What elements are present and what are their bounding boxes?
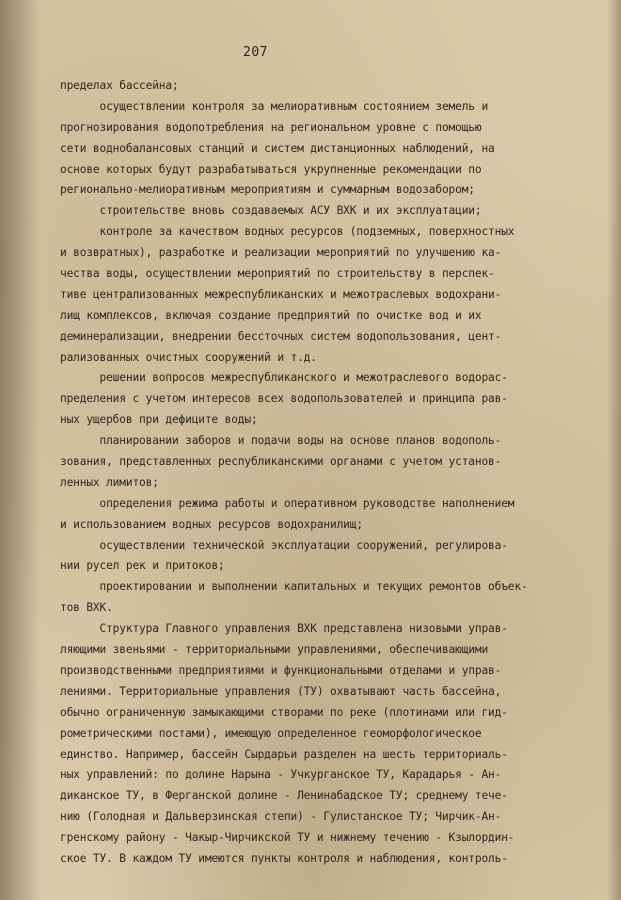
text-line: регионально-мелиоративным мероприятиям и суммарным водозабором; [60,183,475,197]
text-line: сети воднобалансовых станций и систем дистанционных наблюдений, на [60,141,495,155]
page-number: 207 [243,45,268,60]
text-line: осуществлении контроля за мелиоративным состоянием земель и [60,99,489,113]
text-line: тов ВХК. [60,601,113,615]
text-line: тиве централизованных межреспубликанских и межотраслевых водохрани- [60,287,502,301]
text-line: рализованных очистных сооружений и т.д. [60,350,317,364]
text-line: ское ТУ. В каждом ТУ имеются пункты контроля и наблюдения, контроль- [60,851,508,865]
text-line: обычно ограниченную замыкающими створами по реке (плотинами или гид- [60,705,508,719]
text-line: зования, представленных республиканскими органами с учетом установ- [60,455,502,469]
text-line: нию (Голодная и Дальверзинская степи) - Гулистанское ТУ; Чирчик-Ан- [60,810,502,824]
text-line: основе которых будут разрабатываться укрупненные рекомендации по [60,162,482,176]
text-line: деминерализации, внедрении бессточных систем водопользования, цент- [60,329,502,343]
text-line: единство. Например, бассейн Сырдарьи разделен на шесть территориаль- [60,747,508,761]
text-line: и возвратных), разработке и реализации мероприятий по улучшению ка- [60,246,502,260]
text-line: рометрическими постами), имеющую определенное геоморфологическое [60,726,482,740]
text-line: ных ущербов при дефиците воды; [60,413,258,427]
binding-shadow [0,0,40,900]
text-line: производственными предприятиями и функциональными отделами и управ- [60,663,502,677]
text-line: прогнозирования водопотребления на региональном уровне с помощью [60,120,482,134]
text-line: пределах бассейна; [60,79,179,92]
text-line: ляющими звеньями - территориальными управлениями, обеспечивающими [60,643,489,657]
text-line: лищ комплексов, включая создание предприятий по очистке вод и их [60,308,482,322]
text-line: пределения с учетом интересов всех водопользователей и принципа рав- [60,392,508,406]
text-line: нии русел рек и притоков; [60,559,225,573]
text-line: Структура Главного управления ВХК представлена низовыми управ- [60,622,508,636]
text-line: чества воды, осуществлении мероприятий по строительству в перспек- [60,267,495,281]
text-line: осуществлении технической эксплуатации сооружений, регулирова- [60,538,508,552]
text-line: ленных лимитов; [60,475,159,489]
text-line: лениями. Территориальные управления (ТУ) охватывают часть бассейна, [60,684,502,698]
text-line: и использованием водных ресурсов водохранилищ; [60,517,363,531]
text-line: определения режима работы и оперативном руководстве наполнением [60,496,515,510]
text-line: гренскому району - Чакыр-Чирчикской ТУ и нижнему течению - Кзылордин- [60,831,515,845]
text-line: проектировании и выполнении капитальных и текущих ремонтов объек- [60,580,528,594]
text-line: планировании заборов и подачи воды на основе планов водополь- [60,434,502,448]
text-line: контроле за качеством водных ресурсов (подземных, поверхностных [60,225,515,239]
text-line: строительстве вновь создаваемых АСУ ВХК и их эксплуатации; [60,204,482,218]
text-line: решении вопросов межреспубликанского и межотраслевого водорас- [60,371,508,385]
text-line: диканское ТУ, в Ферганской долине - Ленинабадское ТУ; среднему тече- [60,789,508,803]
right-edge-shadow [607,0,621,900]
body-text [60,76,590,870]
text-line: ных управлений: по долине Нарына - Учкурганское ТУ, Карадарья - Ан- [60,768,502,782]
